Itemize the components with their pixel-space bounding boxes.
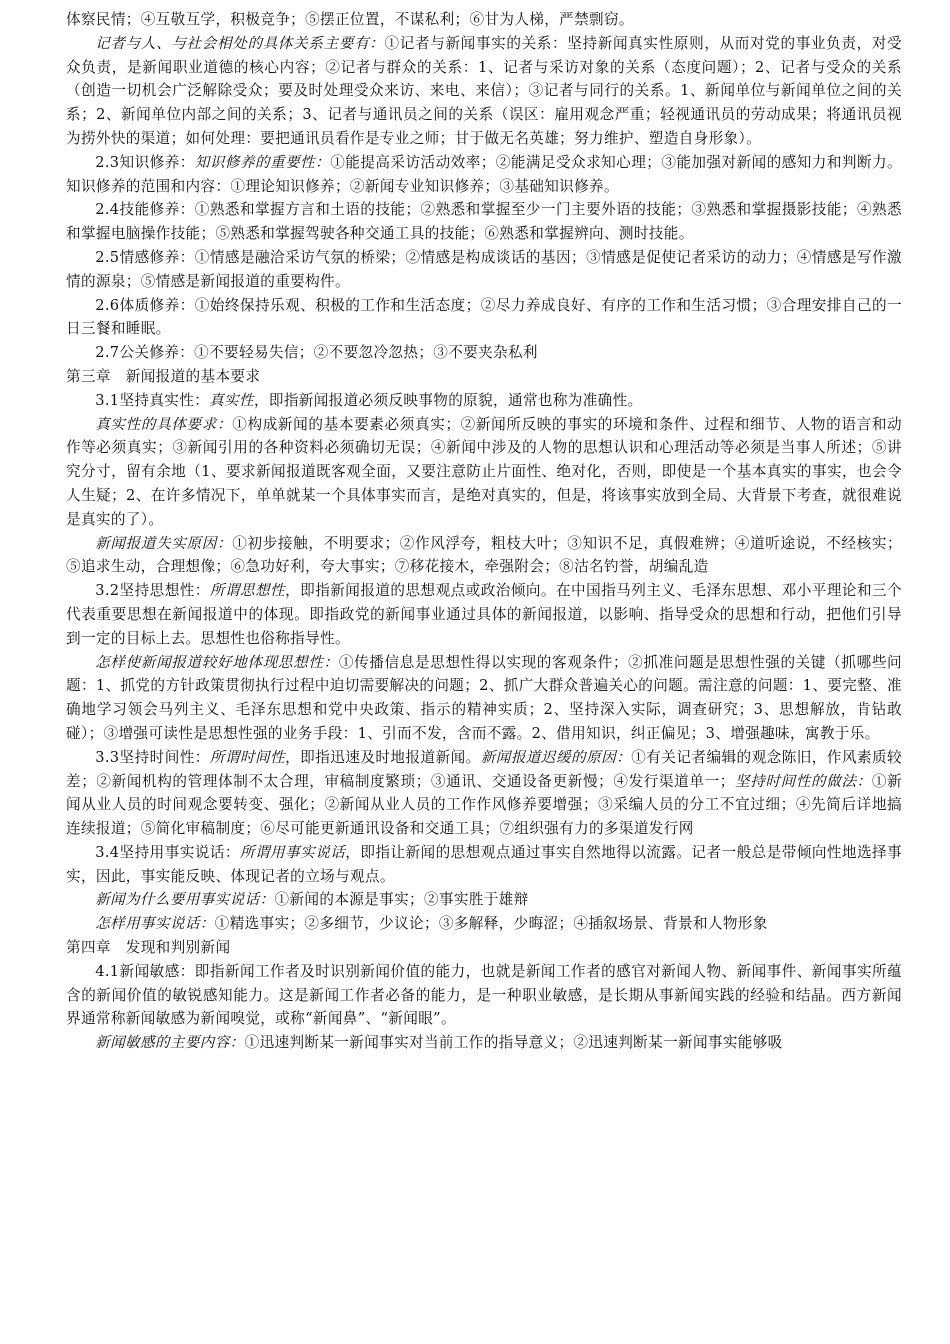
emphasized-term: 新闻报道迟缓的原因： — [480, 748, 632, 766]
paragraph-text: ，即指新闻报道必须反映事物的原貌，通常也称为准确性。 — [253, 391, 643, 409]
body-paragraph — [66, 341, 902, 365]
paragraph-text: 2.3知识修养： — [95, 153, 195, 171]
emphasized-term: 记者与人、与社会相处的具体关系主要有： — [95, 34, 385, 52]
paragraph-text: 3.3坚持时间性： — [95, 748, 210, 766]
paragraph-text: 第三章 新闻报道的基本要求 — [66, 367, 261, 385]
emphasized-term: 新闻敏感的主要内容： — [95, 1034, 245, 1052]
body-paragraph — [66, 389, 902, 413]
body-paragraph — [66, 888, 902, 912]
body-paragraph — [66, 151, 902, 199]
paragraph-text: ①精选事实；②多细节，少议论；③多解释，少晦涩；④插叙场景、背景和人物形象 — [214, 915, 768, 933]
body-paragraph — [66, 746, 902, 841]
emphasized-term: 知识修养的重要性： — [194, 153, 331, 171]
paragraph-text: ①能提高采访活动效率；②能满足受众求知心理；③能加强对新闻的感知力和判断力。知识修养的范围和内容：①理论知识修养；②新闻专业知识修养；③基础知识修养。 — [66, 153, 902, 195]
paragraph-text: 4.1新闻敏感：即指新闻工作者及时识别新闻价值的能力，也就是新闻工作者的感官对新闻人物、新闻事件、新闻事实所蕴含的新闻价值的敏锐感知能力。这是新闻工作者必备的能力，是一种职业敏感，是长期从事新闻实践的经验和结晶。西方新闻界通常称新闻敏感为新闻嗅觉，或称“新闻鼻”、“新闻眼”。 — [66, 962, 902, 1028]
paragraph-text: 2.6体质修养：①始终保持乐观、积极的工作和生活态度；②尽力养成良好、有序的工作和生活习惯；③合理安排自己的一日三餐和睡眠。 — [66, 296, 902, 338]
emphasized-term: 真实性 — [209, 391, 254, 409]
emphasized-term: 所谓用事实说话 — [239, 843, 346, 861]
paragraph-text: ①记者与新闻事实的关系：坚持新闻真实性原则，从而对党的事业负责，对受众负责，是新闻职业道德的核心内容；②记者与群众的关系：1、记者与采访对象的关系（态度问题）；2、记者与受众的关系（创造一切机会广泛解除受众；要及时处理受众来访、来电、来信）；③记者与同行的关系。1、新闻单位与新闻单位之间的关系；2、新闻单位内部之间的关系；3、记者与通讯员之间的关系（误区：雇用观念严重；轻视通讯员的劳动成果；将通讯员视为捞外快的渠道；如何处理：要把通讯员看作是专业之师；甘于做无名英雄；努力维护、塑造自身形象）。 — [66, 34, 903, 147]
body-paragraph — [66, 1031, 902, 1055]
paragraph-text: ①有关记者编辑的观念陈旧，作风素质较差；②新闻机构的管理体制不太合理，审稿制度繁琐；③通讯、交通设备更新慢；④发行渠道单一； — [66, 748, 902, 790]
paragraph-text: ①新闻的本源是事实；②事实胜于雄辩 — [274, 891, 529, 909]
body-paragraph — [66, 246, 902, 294]
body-paragraph — [66, 294, 902, 342]
body-paragraph — [66, 912, 902, 936]
paragraph-text: ①传播信息是思想性得以实现的客观条件；②抓准问题是思想性强的关键（抓哪些问题：1、抓党的方针政策贯彻执行过程中迫切需要解决的问题；2、抓广大群众普遍关心的问题。需注意的问题：1、要完整、准确地学习领会马列主义、毛泽东思想和党中央政策、指示的精神实质；2、坚持深入实际，调查研究；3、思想解放，肯钻敢碰）；③增强可读性是思想性强的业务手段：1、引而不发，含而不露。2、借用知识，纠正偏见；3、增强趣味，寓教于乐。 — [66, 653, 902, 742]
paragraph-text: 3.2坚持思想性： — [95, 582, 210, 600]
paragraph-text: 2.4技能修养：①熟悉和掌握方言和土语的技能；②熟悉和掌握至少一门主要外语的技能；③熟悉和掌握摄影技能；④熟悉和掌握电脑操作技能；⑤熟悉和掌握驾驶各种交通工具的技能；⑥熟悉和掌握辨向、测时技能。 — [66, 201, 902, 243]
emphasized-term: 怎样使新闻报道较好地体现思想性： — [95, 653, 339, 671]
paragraph-text: ，即指新闻报道的思想观点或政治倾向。在中国指马列主义、毛泽东思想、邓小平理论和三个代表重要思想在新闻报道中的体现。即指政党的新闻事业通过具体的新闻报道，以影响、指导受众的思想和行动，把他们引导到一定的目标上去。思想性也俗称指导性。 — [66, 582, 902, 647]
paragraph-text: 3.4坚持用事实说话： — [95, 843, 240, 861]
body-paragraph — [66, 651, 902, 746]
emphasized-term: 所谓思想性 — [209, 582, 286, 600]
body-paragraph — [66, 841, 902, 889]
emphasized-term: 新闻报道失实原因： — [95, 534, 233, 552]
paragraph-text: 2.5情感修养：①情感是融洽采访气氛的桥梁；②情感是构成谈话的基因；③情感是促使记者采访的动力；④情感是写作激情的源泉；⑤情感是新闻报道的重要构件。 — [66, 248, 902, 290]
emphasized-term: 所谓时间性 — [209, 748, 286, 766]
paragraph-text: ①初步接触，不明要求；②作风浮夸，粗枝大叶；③知识不足，真假难辨；④道听途说，不经核实；⑤追求生动，合理想像；⑥急功好利，夸大事实；⑦移花接木，牵强附会；⑧沽名钓誉，胡编乱造 — [66, 534, 903, 576]
emphasized-term: 坚持时间性的做法： — [734, 772, 872, 790]
emphasized-term: 怎样用事实说话： — [95, 915, 215, 933]
emphasized-term: 新闻为什么要用事实说话： — [95, 891, 275, 909]
body-paragraph — [66, 32, 902, 151]
body-paragraph — [66, 960, 902, 1031]
paragraph-text: ①迅速判断某一新闻事实对当前工作的指导意义；②迅速判断某一新闻事实能够吸 — [244, 1034, 783, 1052]
chapter-heading — [66, 936, 902, 960]
paragraph-text: 第四章 发现和判别新闻 — [66, 939, 231, 957]
body-paragraph — [66, 532, 902, 580]
body-paragraph — [66, 413, 902, 532]
paragraph-text: ，即指迅速及时地报道新闻。 — [285, 748, 481, 766]
body-paragraph — [66, 198, 902, 246]
paragraph-text: ①构成新闻的基本要素必须真实；②新闻所反映的事实的环境和条件、过程和细节、人物的语言和动作等必须真实；③新闻引用的各种资料必须确切无误；④新闻中涉及的人物的思想认识和心理活动等必须是当事人所述；⑤讲究分寸，留有余地（1、要求新闻报道既客观全面，又要注意防止片面性、绝对化，否则，即使是一个基本真实的事实，也会令人生疑；2、在许多情况下，单单就某一个具体事实而言，是绝对真实的，但是，将该事实放到全局、大背景下考查，就很难说是真实的了）。 — [66, 415, 903, 528]
paragraph-text: 体察民情；④互敬互学，积极竞争；⑤摆正位置，不谋私利；⑥甘为人梯，严禁剽窃。 — [66, 11, 634, 28]
paragraph-text: 2.7公关修养：①不要轻易失信；②不要忽冷忽热；③不要夹杂私利 — [95, 344, 538, 362]
body-paragraph — [66, 579, 902, 650]
paragraph-text: ，即指让新闻的思想观点通过事实自然地得以流露。记者一般总是带倾向性地选择事实，因此，事实能反映、体现记者的立场与观点。 — [66, 843, 903, 885]
continued-paragraph — [66, 8, 902, 32]
paragraph-text: ①新闻从业人员的时间观念要转变、强化；②新闻从业人员的工作作风修养要增强；③采编人员的分工不宜过细；④先简后详地搞连续报道；⑤简化审稿制度；⑥尽可能更新通讯设备和交通工具；⑦组织强有力的多渠道发行网 — [66, 772, 903, 838]
chapter-heading — [66, 365, 902, 389]
paragraph-text: 3.1坚持真实性： — [95, 391, 210, 409]
emphasized-term: 真实性的具体要求： — [95, 415, 233, 433]
